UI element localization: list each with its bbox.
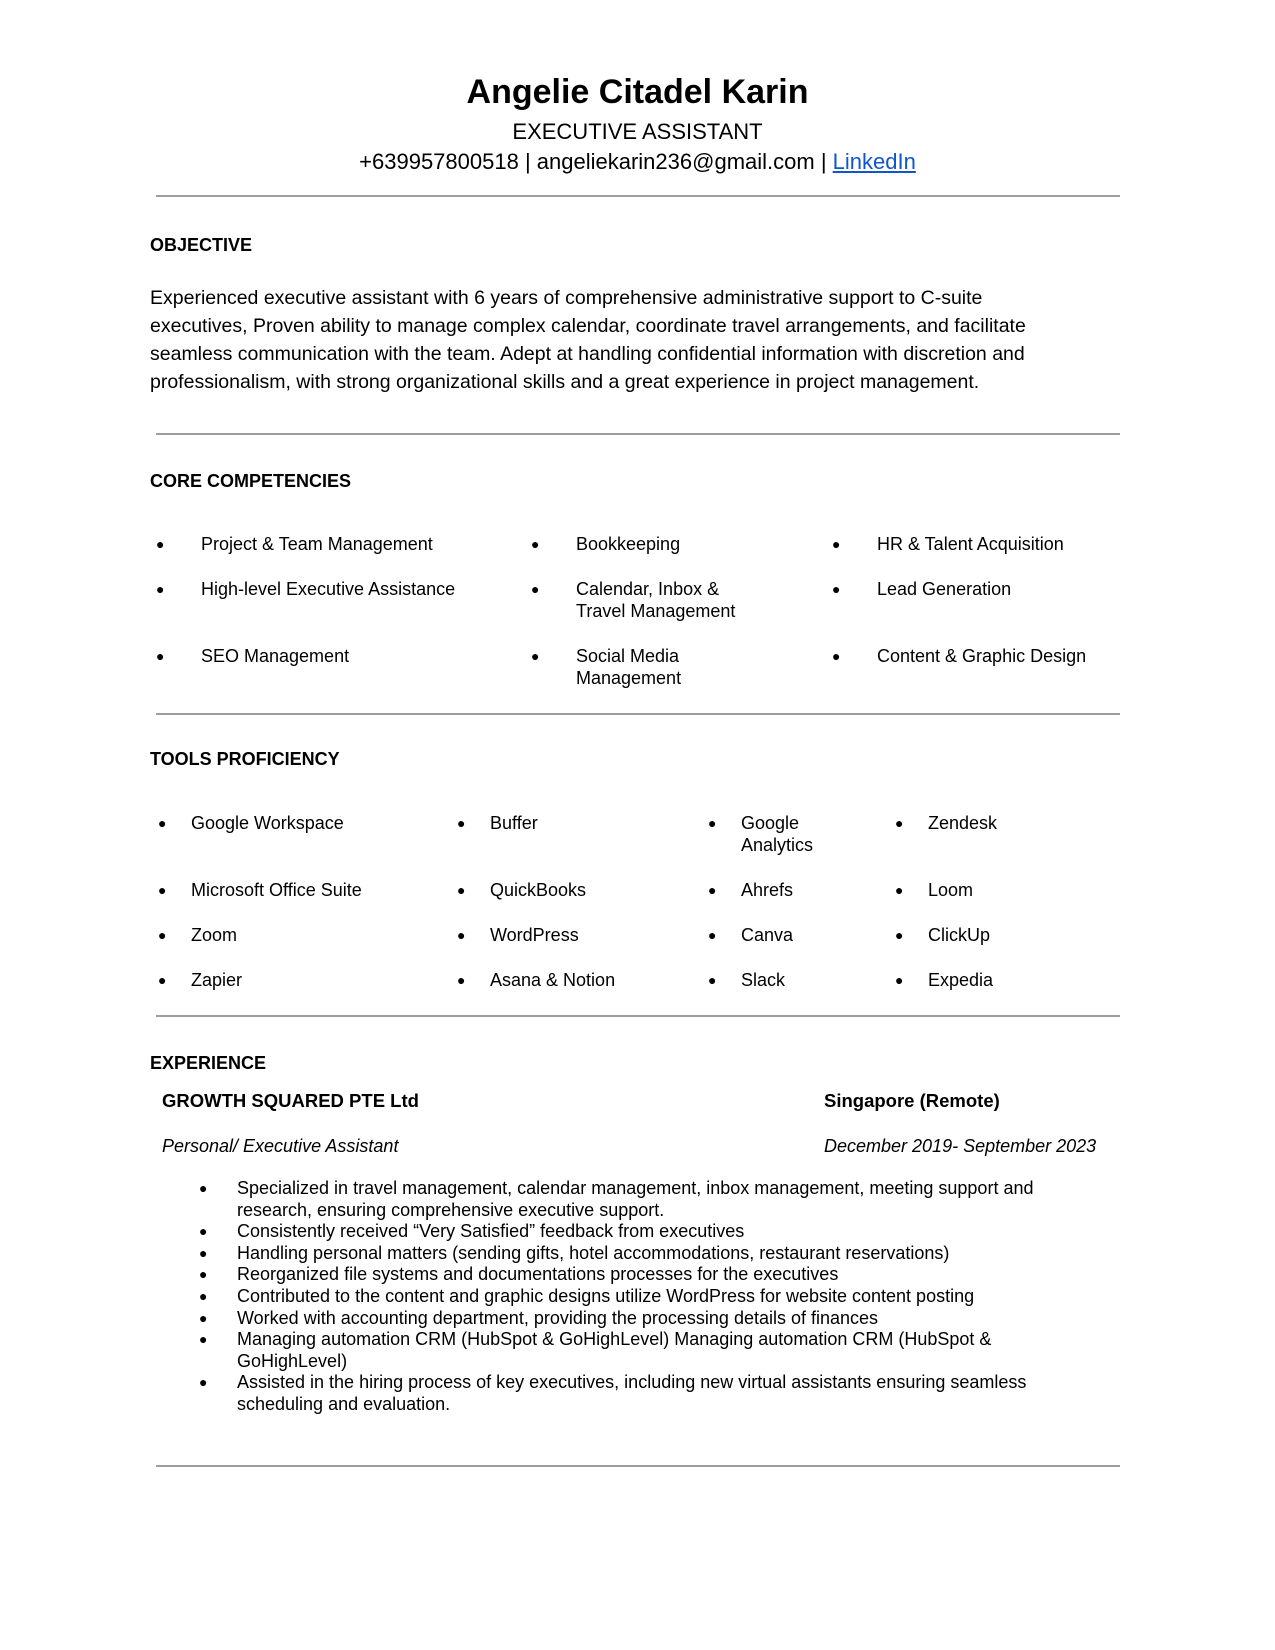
tool-item: ● Ahrefs [708, 880, 794, 900]
competency-item: ● Lead Generation [832, 579, 1012, 599]
list-item: ● Contributed to the content and graphic designs utilize WordPress for website content posting [199, 1285, 975, 1306]
objective-line: executives, Proven ability to manage complex calendar, coordinate travel arrangements, and facilitate [150, 315, 1026, 337]
objective-text [150, 284, 1130, 396]
tool-item: ● Canva [708, 925, 794, 945]
competency-item: ● HR & Talent Acquisition [832, 534, 1064, 554]
linkedin-link[interactable]: LinkedIn [832, 149, 916, 174]
phone-number: +639957800518 [359, 149, 519, 174]
job-title: EXECUTIVE ASSISTANT [512, 119, 763, 144]
objective-heading: OBJECTIVE [150, 235, 253, 255]
objective-line: professionalism, with strong organizational skills and a great experience in project management. [150, 371, 980, 393]
tool-item: ● ClickUp [895, 925, 991, 945]
competencies-heading: CORE COMPETENCIES [150, 471, 352, 491]
tool-item: ● Buffer [457, 813, 538, 833]
list-item: ● Handling personal matters (sending gifts, hotel accommodations, restaurant reservations) [199, 1242, 950, 1263]
competency-item: ● Social Media Management [531, 646, 682, 688]
job-location: Singapore (Remote) [824, 1090, 1000, 1111]
tool-item: ● Loom [895, 880, 974, 900]
job-dates: December 2019- September 2023 [824, 1136, 1097, 1156]
list-item: ● Managing automation CRM (HubSpot & GoHighLevel) Managing automation CRM (HubSpot & GoHighLevel) [199, 1329, 992, 1371]
tool-item: ● Google Workspace [158, 813, 344, 833]
separator: | [814, 149, 833, 174]
list-item: ● Consistently received “Very Satisfied” feedback from executives [199, 1221, 745, 1242]
tool-item: ● Expedia [895, 970, 994, 990]
experience-heading: EXPERIENCE [150, 1053, 267, 1073]
competency-item: ● Bookkeeping [531, 534, 681, 554]
competency-item: ● SEO Management [156, 646, 350, 666]
experience-bullets [199, 1178, 1099, 1416]
tool-item: ● Zendesk [895, 813, 998, 833]
contact-line [0, 148, 1275, 176]
company-name: GROWTH SQUARED PTE Ltd [162, 1090, 419, 1111]
tool-item: ● Google Analytics [708, 813, 814, 855]
list-item: ● Worked with accounting department, providing the processing details of finances [199, 1307, 879, 1328]
separator: | [518, 149, 537, 174]
tool-item: ● QuickBooks [457, 880, 587, 900]
tool-item: ● WordPress [457, 925, 579, 945]
competency-item: ● High-level Executive Assistance [156, 579, 456, 599]
tool-item: ● Zapier [158, 970, 243, 990]
competency-item: ● Calendar, Inbox & Travel Management [531, 579, 736, 621]
objective-line: Experienced executive assistant with 6 years of comprehensive administrative support to C-suite [150, 287, 983, 309]
tool-item: ● Zoom [158, 925, 238, 945]
list-item: ● Reorganized file systems and documentations processes for the executives [199, 1264, 839, 1285]
list-item: ● Assisted in the hiring process of key executives, including new virtual assistants ensuring seamless scheduling and evaluation. [199, 1372, 1027, 1414]
list-item: ● Specialized in travel management, calendar management, inbox management, meeting support and research, ensuring comprehensive executive support. [199, 1178, 1034, 1220]
divider [156, 1465, 1120, 1467]
tool-item: ● Asana & Notion [457, 970, 616, 990]
candidate-name: Angelie Citadel Karin [466, 73, 809, 111]
divider [156, 1015, 1120, 1017]
tools-heading: TOOLS PROFICIENCY [150, 749, 340, 769]
objective-line: seamless communication with the team. Adept at handling confidential information with discretion and [150, 343, 1025, 365]
job-position: Personal/ Executive Assistant [162, 1136, 399, 1156]
tool-item: ● Microsoft Office Suite [158, 880, 362, 900]
competency-item: ● Project & Team Management [156, 534, 433, 554]
competency-item: ● Content & Graphic Design [832, 646, 1087, 666]
divider [156, 433, 1120, 435]
divider [156, 713, 1120, 715]
tool-item: ● Slack [708, 970, 786, 990]
divider [156, 195, 1120, 197]
email-address: angeliekarin236@gmail.com [536, 149, 815, 174]
